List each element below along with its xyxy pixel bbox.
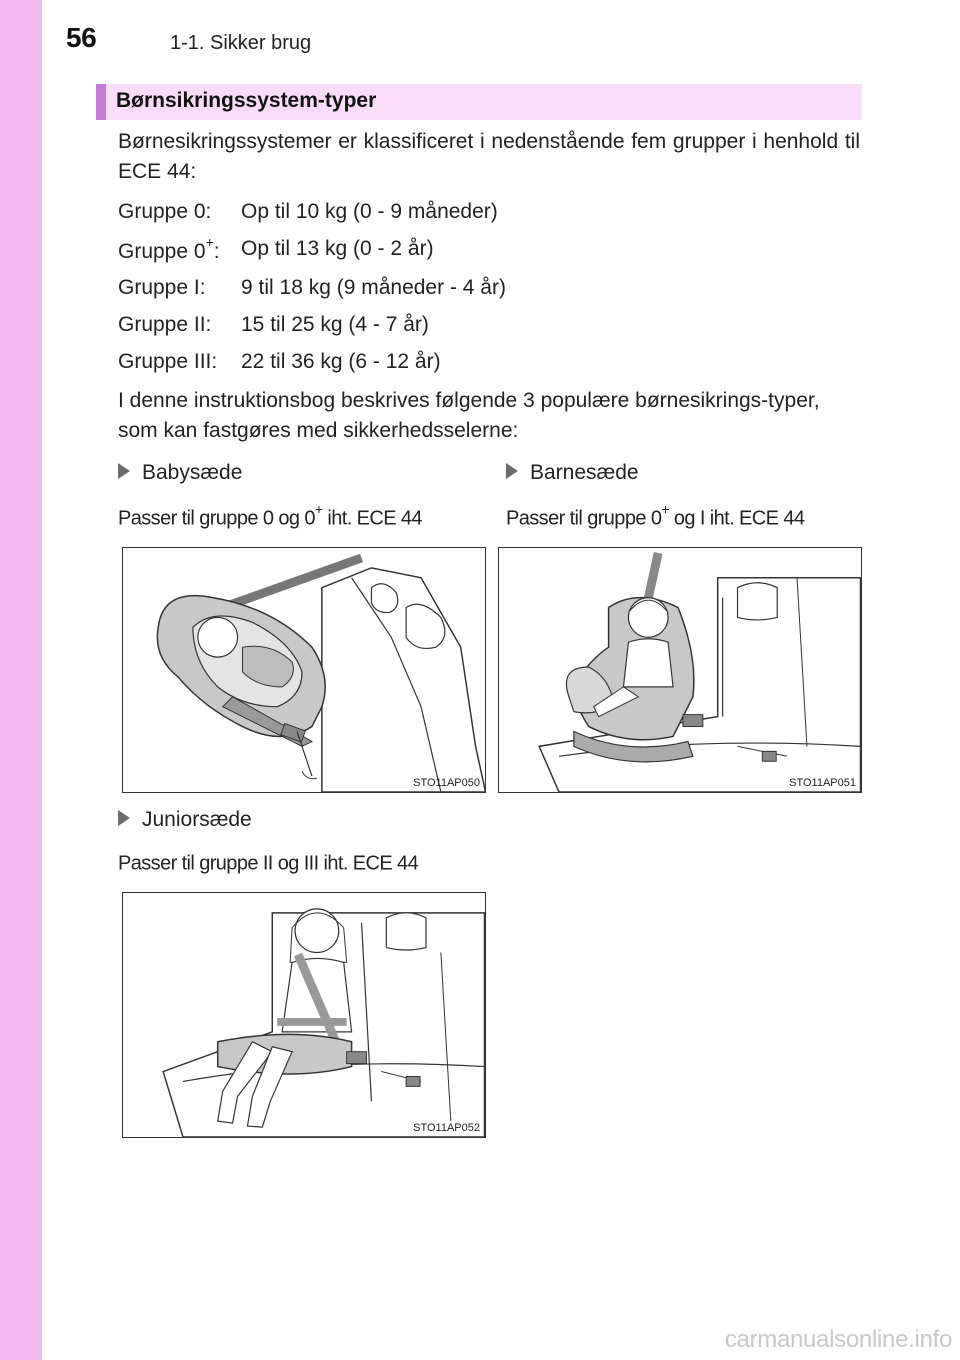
group-text: Op til 10 kg (0 - 9 måneder) <box>241 200 498 223</box>
intro-paragraph: Børnesikringssystemer er klassificeret i nedenstående fem grupper i henhold til ECE 44: <box>118 130 860 183</box>
group-label: Gruppe 0: <box>118 200 212 223</box>
group-label: Gruppe II: <box>118 313 212 336</box>
triangle-bullet-icon <box>118 463 130 479</box>
side-color-strip <box>0 0 42 1360</box>
seat-caption-baby: Passer til gruppe 0 og 0+ iht. ECE 44 <box>118 501 422 530</box>
figure-baby-seat <box>122 547 486 793</box>
section-heading: Børnsikringssystem-typer <box>116 89 377 112</box>
child-seat-illustration-icon <box>499 548 861 792</box>
figure-code: STO11AP051 <box>789 777 856 789</box>
seat-title-child: Barnesæde <box>506 461 639 485</box>
group-text: Op til 13 kg (0 - 2 år) <box>241 237 434 260</box>
page-number: 56 <box>66 22 97 53</box>
group-text: 9 til 18 kg (9 måneder - 4 år) <box>241 276 506 299</box>
group-label: Gruppe III: <box>118 350 218 373</box>
baby-seat-illustration-icon <box>123 548 485 792</box>
seat-types-paragraph: I denne instruktionsbog beskrives følgende 3 populære børnesikrings-typer, som kan fastgøres med sikkerhedsselerne: <box>118 389 820 442</box>
section-heading-box <box>96 84 862 120</box>
seat-caption-junior: Passer til gruppe II og III iht. ECE 44 <box>118 852 419 875</box>
group-label: Gruppe I: <box>118 276 206 299</box>
seat-title-junior: Juniorsæde <box>118 808 252 832</box>
figure-code: STO11AP050 <box>413 777 480 789</box>
junior-seat-illustration-icon <box>123 893 485 1137</box>
watermark: carmanualsonline.info <box>724 1326 952 1353</box>
seat-caption-child: Passer til gruppe 0+ og I iht. ECE 44 <box>506 501 805 530</box>
group-text: 22 til 36 kg (6 - 12 år) <box>241 350 441 373</box>
triangle-bullet-icon <box>118 810 130 826</box>
figure-code: STO11AP052 <box>413 1122 480 1134</box>
figure-child-seat <box>498 547 862 793</box>
triangle-bullet-icon <box>506 463 518 479</box>
group-text: 15 til 25 kg (4 - 7 år) <box>241 313 429 336</box>
section-title: 1-1. Sikker brug <box>170 32 312 54</box>
seat-title-baby: Babysæde <box>118 461 242 485</box>
group-label: Gruppe 0+: <box>118 234 220 263</box>
figure-junior-seat <box>122 892 486 1138</box>
